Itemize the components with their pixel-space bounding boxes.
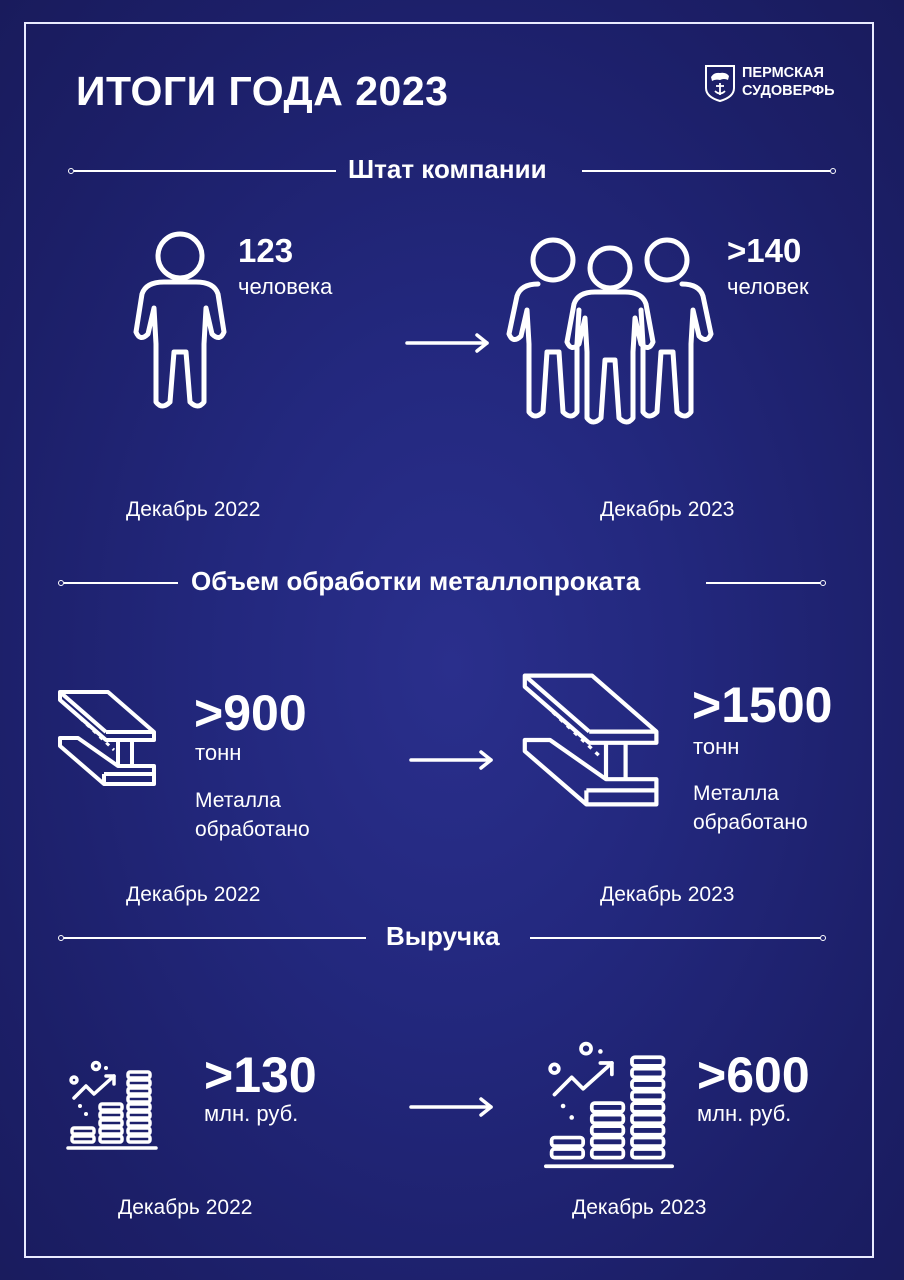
logo-text bbox=[742, 64, 835, 100]
i-beam-icon bbox=[522, 670, 662, 810]
revenue-after-date: Декабрь 2023 bbox=[572, 1196, 707, 1219]
staff-after-unit: человек bbox=[727, 274, 809, 299]
divider-dot bbox=[820, 580, 826, 586]
divider-dot bbox=[830, 168, 836, 174]
metal-after-date: Декабрь 2023 bbox=[600, 883, 735, 906]
revenue-after-unit: млн. руб. bbox=[697, 1101, 792, 1126]
logo-line-2: СУДОВЕРФЬ bbox=[742, 83, 835, 99]
revenue-before-value: >130 bbox=[204, 1047, 317, 1103]
metal-after-desc-line2: обработано bbox=[693, 811, 808, 834]
metal-after-value: >1500 bbox=[692, 677, 833, 733]
coin-growth-icon bbox=[543, 1040, 675, 1172]
divider-line bbox=[64, 937, 366, 939]
divider-line bbox=[530, 937, 820, 939]
metal-before-value: >900 bbox=[194, 685, 307, 741]
divider-line bbox=[64, 582, 178, 584]
logo-line-1: ПЕРМСКАЯ bbox=[742, 65, 824, 81]
arrow-right-icon bbox=[409, 1097, 495, 1117]
staff-before-date: Декабрь 2022 bbox=[126, 498, 261, 521]
metal-before-desc-line1: Металла bbox=[195, 789, 281, 812]
staff-before-unit: человека bbox=[238, 274, 333, 299]
staff-after-value: >140 bbox=[727, 232, 802, 269]
page-title: ИТОГИ ГОДА 2023 bbox=[76, 68, 449, 114]
staff-after-date: Декабрь 2023 bbox=[600, 498, 735, 521]
revenue-after-value: >600 bbox=[697, 1047, 810, 1103]
divider-dot bbox=[820, 935, 826, 941]
divider-line bbox=[582, 170, 830, 172]
divider-line bbox=[74, 170, 336, 172]
section-title-staff: Штат компании bbox=[348, 154, 547, 184]
company-logo bbox=[704, 62, 854, 104]
metal-after-unit: тонн bbox=[693, 734, 740, 759]
metal-before-date: Декабрь 2022 bbox=[126, 883, 261, 906]
revenue-before-unit: млн. руб. bbox=[204, 1101, 299, 1126]
metal-before-desc-line2: обработано bbox=[195, 818, 310, 841]
bear-logo-icon bbox=[704, 64, 736, 102]
metal-after-desc-line1: Металла bbox=[693, 782, 779, 805]
divider-line bbox=[706, 582, 820, 584]
staff-before-value: 123 bbox=[238, 232, 294, 269]
i-beam-icon bbox=[58, 688, 158, 788]
metal-before-desc bbox=[195, 786, 310, 844]
revenue-before-date: Декабрь 2022 bbox=[118, 1196, 253, 1219]
arrow-right-icon bbox=[409, 750, 495, 770]
group-icon bbox=[505, 236, 715, 428]
person-icon bbox=[132, 230, 228, 415]
arrow-right-icon bbox=[405, 333, 491, 353]
section-title-revenue: Выручка bbox=[386, 921, 500, 951]
section-title-metal: Объем обработки металлопроката bbox=[191, 566, 641, 596]
coin-growth-icon bbox=[66, 1060, 158, 1152]
metal-before-unit: тонн bbox=[195, 740, 242, 765]
metal-after-desc bbox=[693, 779, 808, 837]
